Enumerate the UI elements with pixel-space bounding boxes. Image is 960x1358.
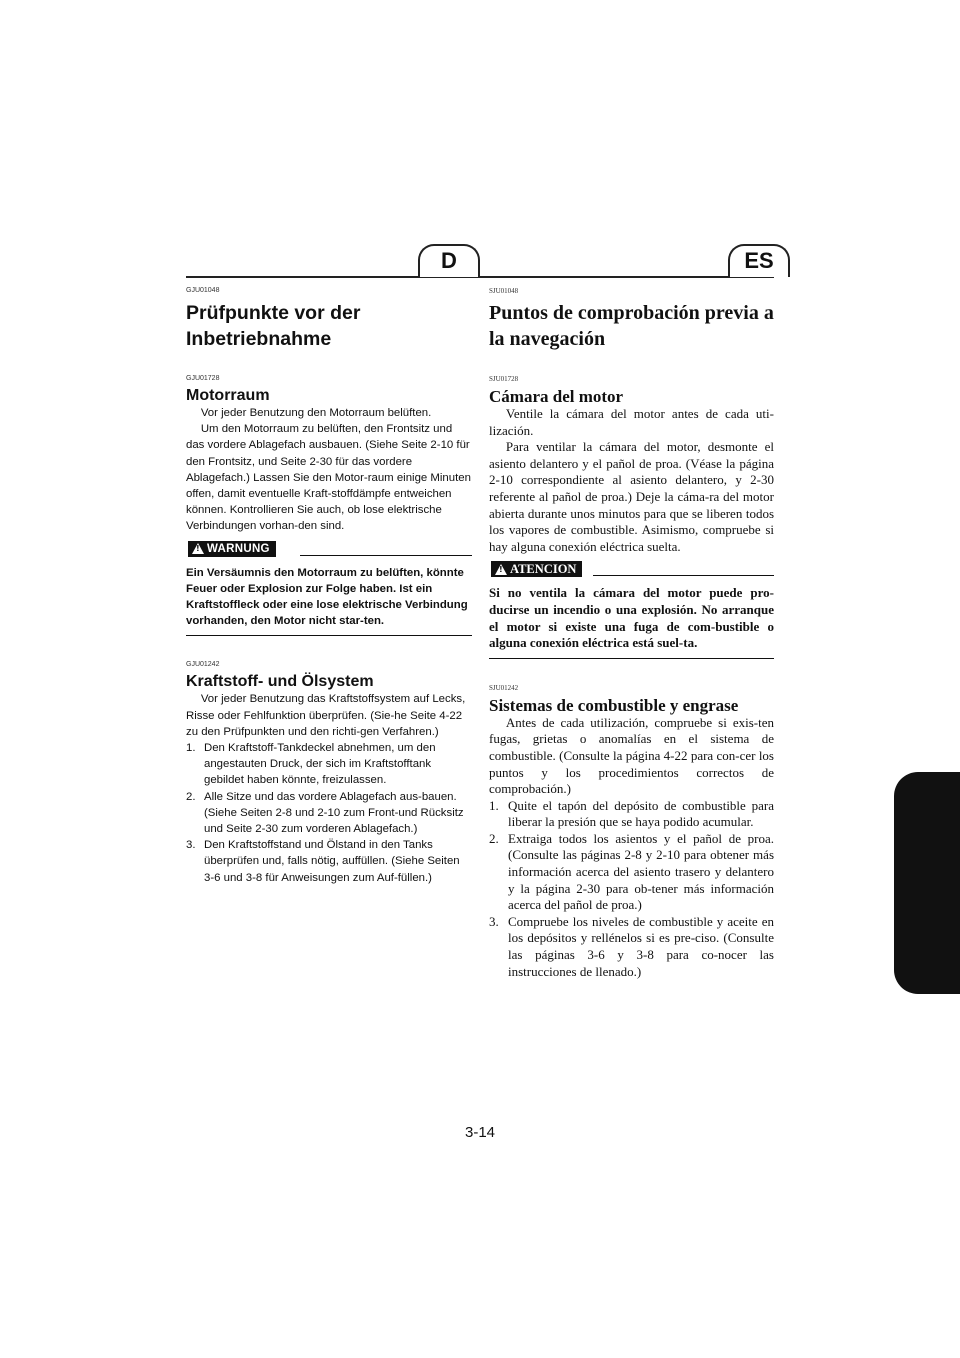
step-number: 2.	[186, 790, 196, 803]
title-line-1: Puntos de comprobación previa a	[489, 302, 774, 324]
step-text: Extraiga todos los asientos y el pañol de proa. (Consulte las páginas 2-8 y 2-10 para obtener más información acerca del asiento trasero y delantero y la página 2-30 para ob-tener más información acerca del pañol de proa.)	[508, 830, 774, 913]
list-item	[489, 831, 774, 914]
step-number: 3.	[489, 913, 499, 929]
lang-tab-es: ES	[728, 244, 790, 277]
warning-text: Si no ventila la cámara del motor puede pro-ducirse un incendio o una explosión. No arranque el motor si existe una fuga de com-bustible o alguna conexión eléctrica está suel-ta.	[489, 585, 774, 651]
section-code: GJU01242	[186, 661, 220, 669]
warning-label	[491, 561, 582, 577]
list-item	[489, 914, 774, 980]
page-number: 3-14	[464, 1124, 496, 1141]
step-text: Alle Sitze und das vordere Ablagefach aus-bauen. (Siehe Seiten 2-8 und 2-10 zum Front-und Rücksitz und Seite 2-30 zum vorderen Ablagefach.)	[204, 790, 464, 836]
section-title: Kraftstoff- und Ölsystem	[186, 673, 374, 691]
section-title: Motorraum	[186, 387, 270, 404]
warning-label-text: WARNUNG	[207, 542, 270, 555]
column-spanish	[489, 286, 774, 980]
step-text: Den Kraftstoffstand und Ölstand in den Tanks überprüfen und, falls nötig, auffüllen. (Siehe Seiten 3-6 und 3-8 für Anweisungen zum Auf-füllen.)	[204, 839, 460, 884]
section-code: GJU01728	[186, 375, 220, 382]
paragraph: Um den Motorraum zu belüften, den Frontsitz und das vordere Ablagefach ausbauen. (Siehe Seite 2-10 für den Frontsitz, und Seite 2-30 für das vordere Ablagefach.) Lassen Sie den Motor-raum einige Minuten offen, damit eventuelle Kraft-stoffdämpfe entweichen können. Kontrollieren Sie auch, ob lose elektrische Verbindungen vorhan-den sind.	[186, 423, 471, 533]
list-item	[186, 740, 472, 789]
warning-rule	[300, 555, 472, 556]
warning-label	[188, 541, 276, 557]
page-title	[186, 300, 472, 352]
warning-icon	[495, 564, 507, 575]
title-line-2: Inbetriebnahme	[186, 328, 332, 350]
section-title: Cámara del motor	[489, 387, 624, 406]
list-item	[489, 798, 774, 831]
title-line-2: la navegación	[489, 328, 606, 350]
title-line-1: Prüfpunkte vor der	[186, 302, 361, 324]
paragraph: Vor jeder Benutzung das Kraftstoffsystem auf Lecks, Risse oder Fehlfunktion überprüfen. (Sie-he Seite 4-22 zu den Prüfpunkten und den richti-gen Verfahren.)	[186, 693, 466, 738]
section-code: SJU01728	[489, 375, 519, 383]
warning-header	[186, 541, 472, 559]
step-number: 2.	[489, 830, 499, 846]
paragraph: Vor jeder Benutzung den Motorraum belüften.	[200, 407, 432, 419]
list-item	[186, 789, 472, 838]
warning-rule	[593, 575, 774, 576]
step-number: 1.	[489, 797, 499, 813]
warning-label-text: ATENCION	[510, 561, 577, 576]
page-title	[489, 300, 774, 352]
language-header	[186, 244, 774, 278]
step-number: 3.	[186, 839, 196, 852]
paragraph: Antes de cada utilización, compruebe si exis-ten fugas, grietas o anomalías en el sistema de combustible. (Consulte la página 4-22 para con-cer los puntos y los procedimientos correctos de comprobación.)	[489, 714, 774, 797]
section-code: SJU01242	[489, 683, 519, 692]
lang-tab-de: D	[418, 244, 480, 277]
doc-code: GJU01048	[186, 287, 220, 294]
step-text: Quite el tapón del depósito de combustible para liberar la presión que se haya podido acumular.	[508, 797, 774, 830]
step-text: Compruebe los niveles de combustible y aceite en los depósitos y rellénelos si es pre-ciso. (Consulte las páginas 3-6 y 3-8 para co-nocer las instrucciones de llenado.)	[508, 913, 774, 979]
paragraph: Ventile la cámara del motor antes de cada uti-lización.	[489, 406, 774, 438]
column-german	[186, 286, 472, 886]
header-rule	[186, 276, 774, 278]
warning-icon	[192, 543, 204, 554]
section-title: Sistemas de combustible y engrase	[489, 695, 739, 715]
step-text: Den Kraftstoff-Tankdeckel abnehmen, um den angestauten Druck, der sich im Kraftstofftank gebildet haben könnte, freizulassen.	[204, 742, 436, 787]
step-number: 1.	[186, 742, 196, 755]
doc-code: SJU01048	[489, 287, 519, 295]
list-item	[186, 837, 472, 886]
chapter-thumb-tab	[894, 772, 960, 994]
warning-text: Ein Versäumnis den Motorraum zu belüften, könnte Feuer oder Explosion zur Folge haben. Ist ein Kraftstoffleck oder eine lose elektrische Verbindung vorhanden, den Motor nicht star-ten.	[186, 566, 468, 628]
step-list	[186, 740, 472, 886]
paragraph: Para ventilar la cámara del motor, desmonte el asiento delantero y el pañol de proa. (Véase la página 2-10 correspondiente al asiento delantero, y 2-30 referente al pañol de proa.) Deje la cáma-ra del motor abierta durante unos minutos para que se liberen todos los vapores de combustible. Asimismo, compruebe si hay alguna conexión eléctrica suelta.	[489, 439, 774, 554]
warning-header	[489, 561, 774, 579]
step-list	[489, 798, 774, 981]
